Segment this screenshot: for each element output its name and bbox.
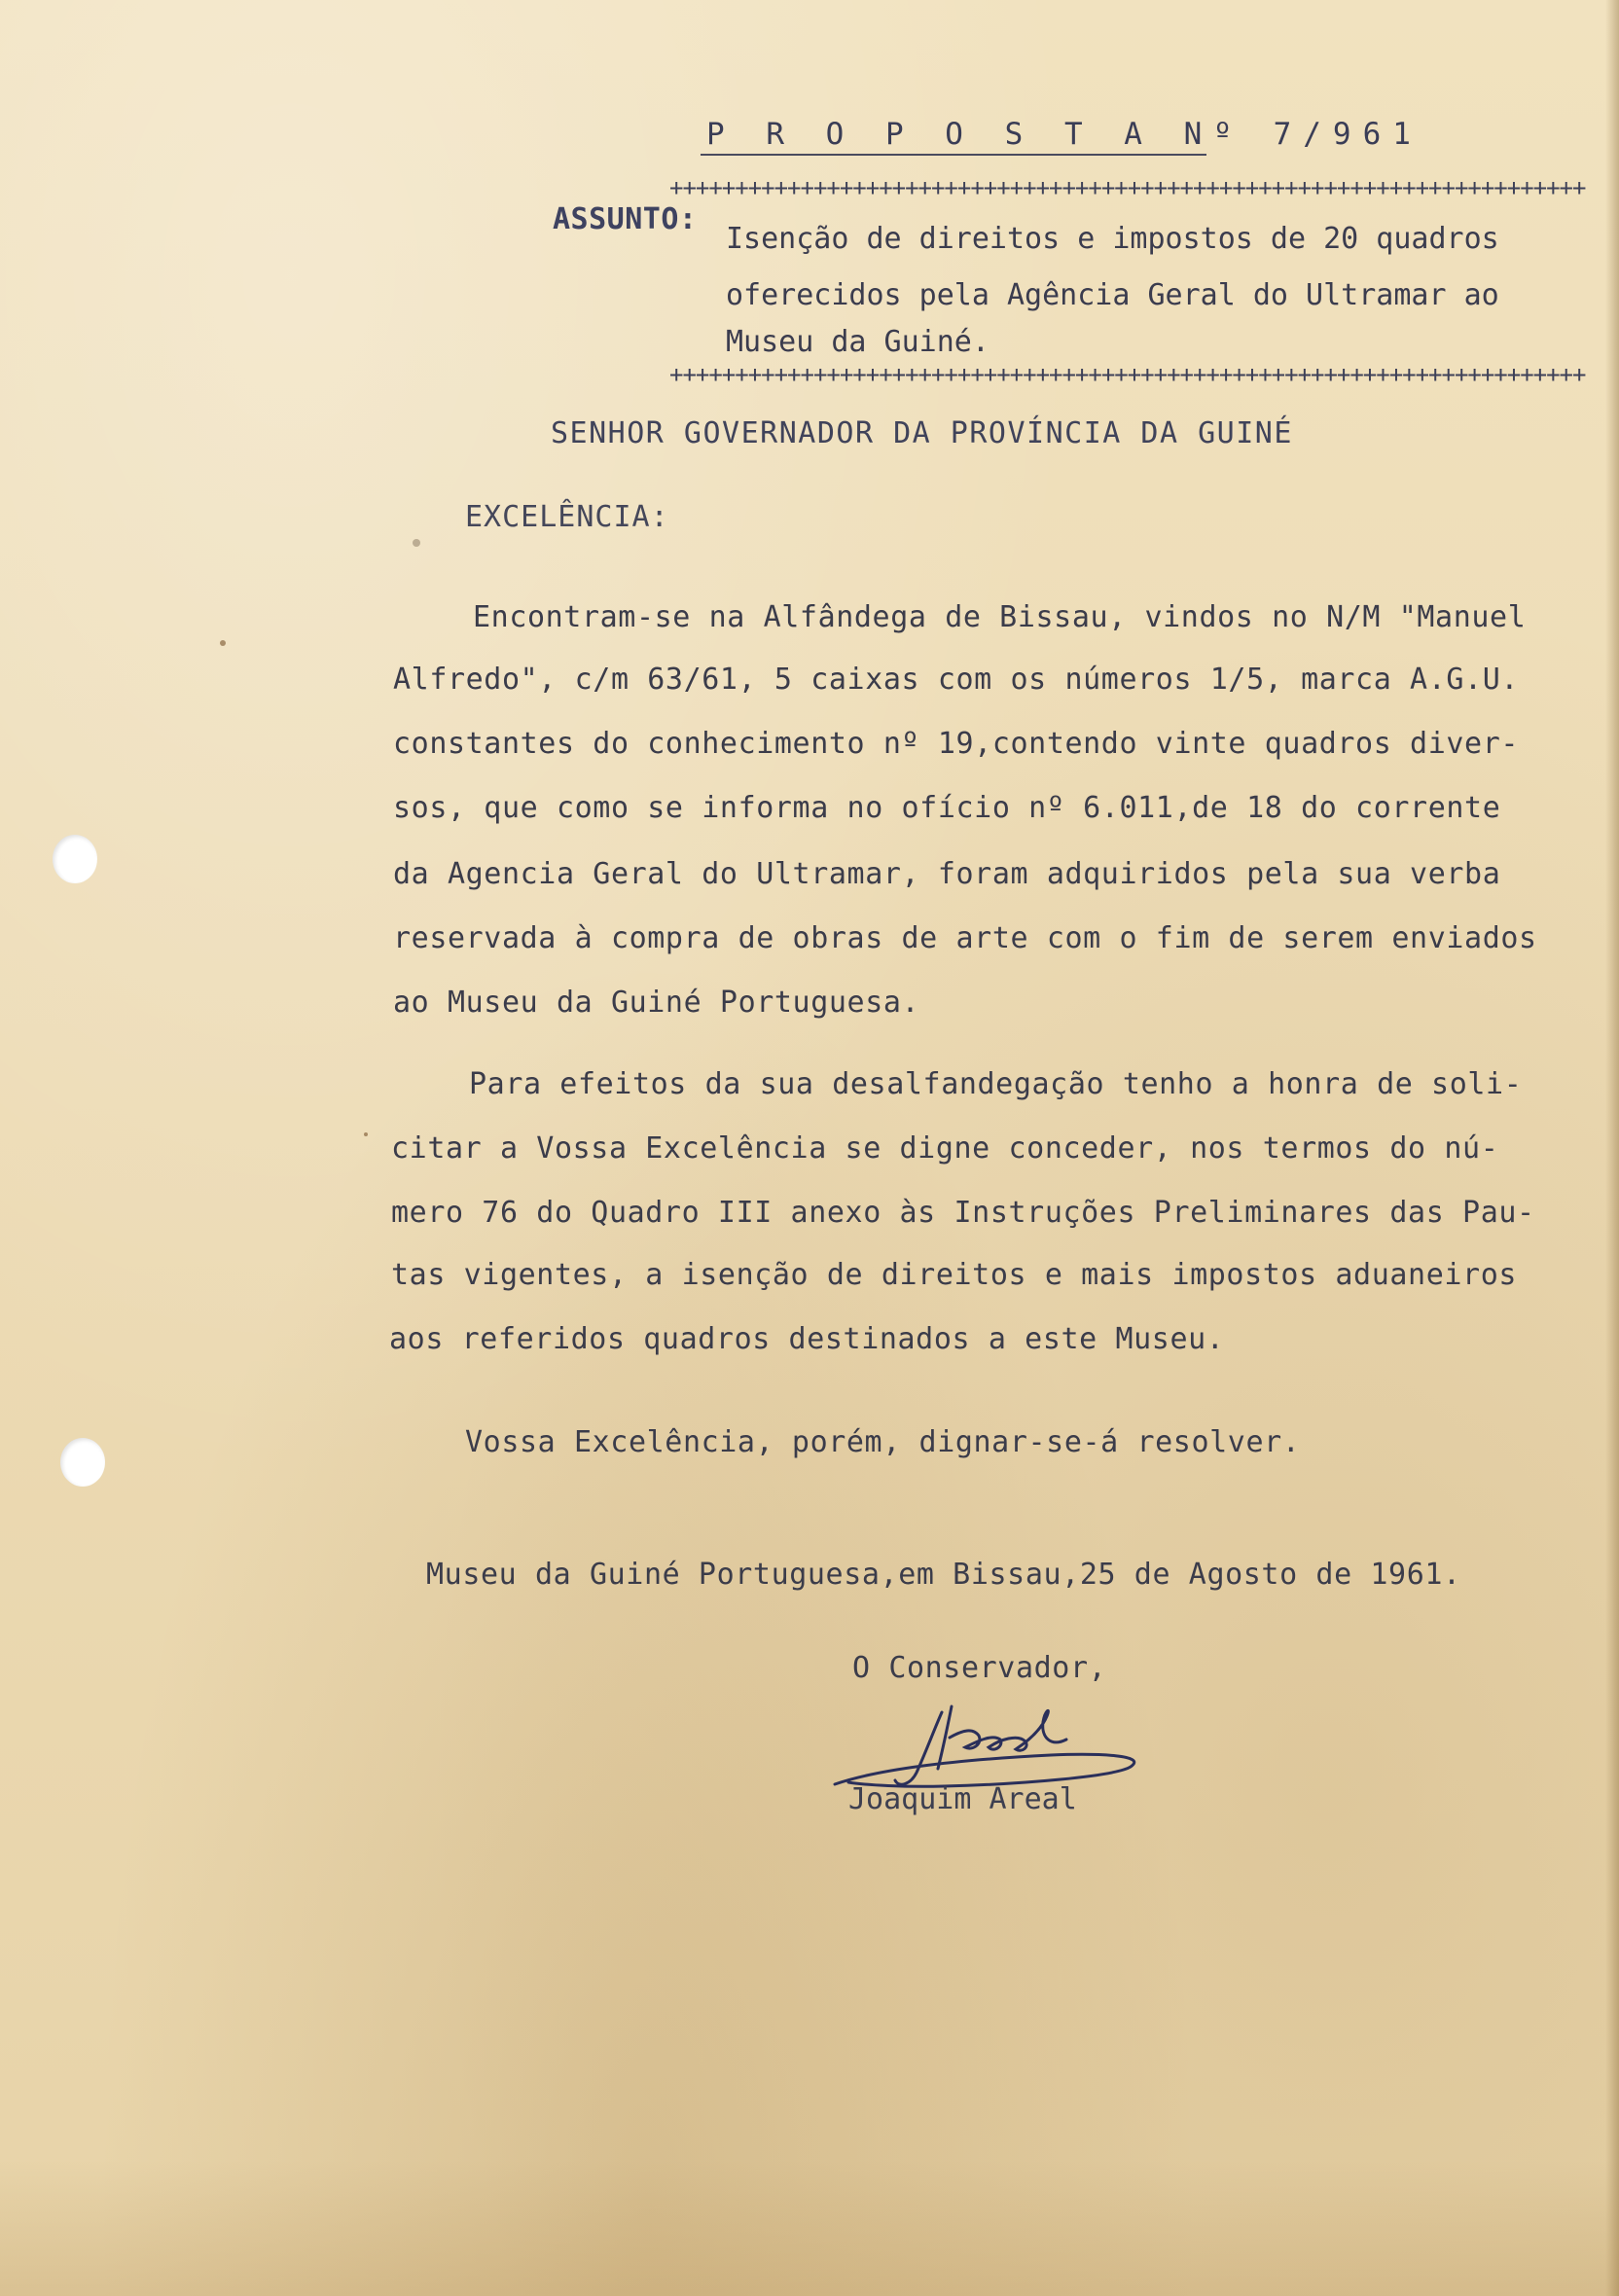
body-line: Encontram-se na Alfândega de Bissau, vindos no N/M "Manuel [473,600,1527,634]
subject-line: Museu da Guiné. [726,325,989,359]
body-line: reservada à compra de obras de arte com o fim de serem enviados [393,921,1537,955]
page-stain [0,2160,1619,2296]
greeting: EXCELÊNCIA: [465,500,669,534]
body-line: ao Museu da Guiné Portuguesa. [393,986,920,1020]
body-line: aos referidos quadros destinados a este Museu. [389,1322,1225,1356]
body-line: constantes do conhecimento nº 19,contendo vinte quadros diver- [393,727,1520,761]
subject-line: oferecidos pela Agência Geral do Ultramar ao [726,278,1499,312]
body-line: tas vigentes, a isenção de direitos e mais impostos aduaneiros [391,1258,1518,1292]
body-line: citar a Vossa Excelência se digne conceder, nos termos do nú- [391,1131,1499,1166]
subject-line: Isenção de direitos e impostos de 20 quadros [726,222,1499,256]
title-underline [701,154,1206,156]
paper-speck [364,1132,368,1136]
body-line: sos, que como se informa no ofício nº 6.011,de 18 do corrente [393,791,1501,825]
page-edge-shadow [1605,0,1619,2296]
plus-separator-top: ++++++++++++++++++++++++++++++++++++++++++++++++++++++++++++++++++++++ [669,175,1586,200]
body-line: mero 76 do Quadro III anexo às Instruções Preliminares das Pau- [391,1196,1535,1230]
place-date: Museu da Guiné Portuguesa,em Bissau,25 de Agosto de 1961. [426,1558,1461,1592]
punch-hole [53,835,97,883]
addressee: SENHOR GOVERNADOR DA PROVÍNCIA DA GUINÉ [551,416,1293,450]
signer-name: Joaquim Areal [848,1782,1077,1816]
closing-line: Vossa Excelência, porém, dignar-se-á resolver. [465,1425,1301,1459]
paper-speck [413,539,420,547]
punch-hole [60,1438,105,1487]
body-line: da Agencia Geral do Ultramar, foram adquiridos pela sua verba [393,857,1501,891]
paper-speck [220,640,226,646]
subject-label: ASSUNTO: [553,202,698,236]
document-title: P R O P O S T A Nº 7/961 [706,117,1422,152]
body-line: Alfredo", c/m 63/61, 5 caixas com os números 1/5, marca A.G.U. [393,663,1520,697]
body-line: Para efeitos da sua desalfandegação tenho a honra de soli- [469,1067,1523,1101]
signer-role: O Conservador, [852,1651,1107,1685]
plus-separator-bottom: ++++++++++++++++++++++++++++++++++++++++++++++++++++++++++++++++++++++ [669,362,1586,387]
